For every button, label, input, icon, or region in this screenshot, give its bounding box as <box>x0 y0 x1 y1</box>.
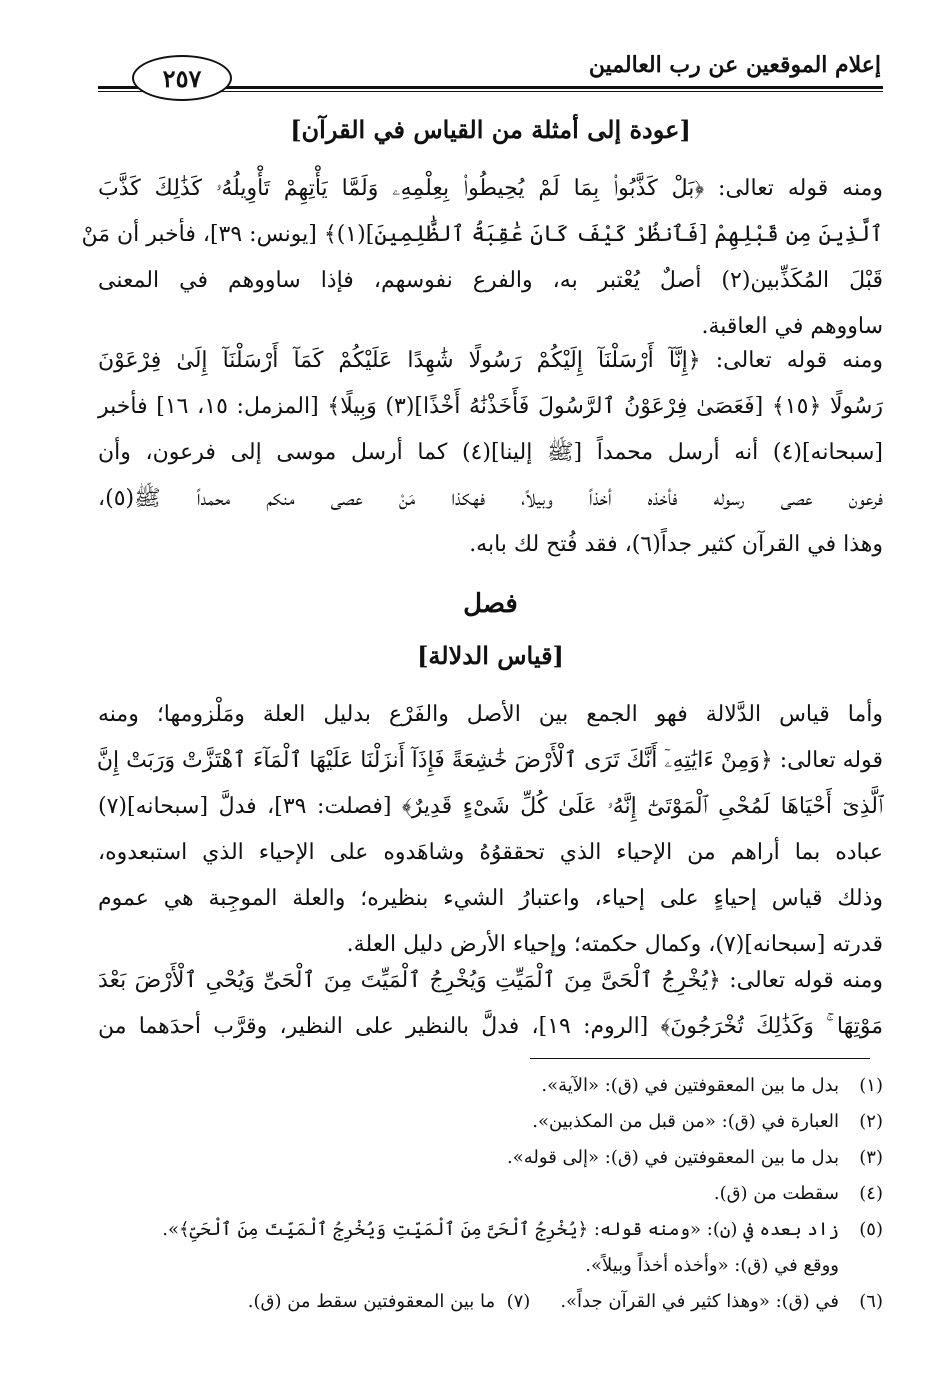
footnote-text: في (ق): «وهذا كثير في القرآن جداً». <box>560 1291 839 1312</box>
footnote <box>98 1104 883 1140</box>
footnote-number: (٢) <box>859 1111 883 1132</box>
text-line: عباده بما أراهم من الإحياء الذي تحققوُهُ وشاهَدوه على الإحياء الذي استبعدوه، <box>98 840 883 865</box>
footnote-number: (٣) <box>859 1147 883 1168</box>
footnote-text: بدل ما بين المعقوفتين في (ق): «إلى قوله». <box>507 1147 839 1168</box>
footnote <box>98 1212 883 1248</box>
paragraph <box>98 692 883 968</box>
text-line: ومنه قوله تعالى: ﴿إِنَّآ أَرْسَلْنَآ إِلَيْكُمْ رَسُولًا شَٰهِدًا عَلَيْكُمْ كَمَآ أَرْسَلْنَآ إِلَىٰ فِرْعَوْنَ <box>98 348 883 373</box>
footnote-separator <box>530 1058 870 1059</box>
text-line: ساووهم في العاقبة. <box>701 314 883 339</box>
footnote-text: ووقع في (ق): «وأخذه أخذاً وبيلاً». <box>585 1255 839 1276</box>
section-heading: [عودة إلى أمثلة من القياس في القرآن] <box>290 115 691 144</box>
text-line: قدرته [سبحانه](٧)، وكمال حكمته؛ وإحياء الأرض دليل العلة. <box>346 932 883 957</box>
footnotes <box>98 1068 883 1320</box>
text-line: قوله تعالى: ﴿وَمِنْ ءَايَٰتِهِۦٓ أَنَّكَ تَرَى ٱلْأَرْضَ خَٰشِعَةً فَإِذَآ أَنزَلْنَا عَلَيْهَا ٱلْمَآءَ ٱهْتَزَّتْ وَرَبَتْ إِنَّ <box>96 748 883 773</box>
running-header-title: إعلام الموقعين عن رب العالمين <box>588 52 881 78</box>
fasl-heading: فصل <box>463 589 518 619</box>
paragraph <box>81 166 883 350</box>
footnote-text: بدل ما بين المعقوفتين في (ق): «الآية». <box>541 1075 839 1096</box>
paragraph <box>98 958 883 1050</box>
text-line: ومنه قوله تعالى: ﴿يُخْرِجُ ٱلْحَىَّ مِنَ ٱلْمَيِّتِ وَيُخْرِجُ ٱلْمَيِّتَ مِنَ ٱلْحَىِّ وَيُحْىِ ٱلْأَرْضَ بَعْدَ <box>98 968 883 993</box>
page-number-oval <box>132 55 232 101</box>
page-number: ٢٥٧ <box>162 63 202 93</box>
text-line: ٱلَّذِينَ مِن قَبْلِهِمْ [فَٱنظُرْ كَيْفَ كَانَ عَٰقِبَةُ ٱلظَّٰلِمِينَ](١)﴾ [يونس: ٣٩]، فأخبر أن مَنْ <box>81 222 883 247</box>
text-line: وأما قياس الدَّلالة فهو الجمع بين الأصل والفَرْع بدليل العلة ومَلْزومها؛ ومنه <box>98 702 883 727</box>
paragraph <box>98 338 883 568</box>
text-line: وذلك قياس إحياءٍ على إحياء، واعتبارُ الشيء بنظيره؛ والعلة الموجِبة هي عموم <box>98 886 883 911</box>
footnote-number: (٥) <box>859 1219 883 1240</box>
text-line: [سبحانه](٤) أنه أرسل محمداً [ﷺ إلينا](٤) كما أرسل موسى إلى فرعون، وأن <box>98 440 884 465</box>
footnote <box>98 1068 883 1104</box>
footnote-number: (٧) <box>506 1291 531 1312</box>
footnote <box>98 1176 883 1212</box>
text-line: رَسُولًا ﴿١٥﴾ [فَعَصَىٰ فِرْعَوْنُ ٱلرَّسُولَ فَأَخَذْنَٰهُ أَخْذًا](٣) وَبِيلًا﴾ [المزمل: ١٥، ١٦] فأخبر <box>98 394 883 419</box>
footnote-text: سقطت من (ق). <box>713 1183 839 1204</box>
section-heading: [قياس الدلالة] <box>417 641 564 670</box>
footnote-text: ما بين المعقوفتين سقط من (ق). <box>247 1291 496 1312</box>
text-line: ٱلَّذِىٓ أَحْيَاهَا لَمُحْىِ ٱلْمَوْتَىٰٓ إِنَّهُۥ عَلَىٰ كُلِّ شَىْءٍ قَدِيرٌ﴾ [فصلت: ٣٩]، فدلَّ [سبحانه](٧) <box>98 794 883 819</box>
footnote-number: (٦) <box>859 1291 883 1312</box>
text-line: قَبْلَ المُكَذِّبين(٢) أصلٌ يُعْتبر به، والفرع نفوسهم، فإذا ساووهم في المعنى <box>98 268 883 293</box>
text-line: ومنه قوله تعالى: ﴿بَلْ كَذَّبُوا۟ بِمَا لَمْ يُحِيطُوا۟ بِعِلْمِهِۦ وَلَمَّا يَأْتِهِمْ تَأْوِيلُهُۥ كَذَٰلِكَ كَذَّبَ <box>98 176 883 201</box>
text-line: وهذا في القرآن كثير جداً(٦)، فقد فُتح لك بابه. <box>469 532 883 557</box>
footnote <box>98 1284 883 1320</box>
text-line: فرعون عصى رسوله فأخذه أخذاً وبيلاً، فهكذا مَنْ عصى منكم محمداً ﷺ(٥)، <box>98 486 883 511</box>
footnote-continuation <box>98 1248 883 1284</box>
footnote-number: (٤) <box>859 1183 883 1204</box>
text-line: مَوْتِهَا ۚ وَكَذَٰلِكَ تُخْرَجُونَ﴾ [الروم: ١٩]، فدلَّ بالنظير على النظير، وقرَّب أحدَهما من <box>98 1014 883 1039</box>
footnote <box>98 1140 883 1176</box>
footnote-text: العبارة في (ق): «من قبل من المكذبين». <box>532 1111 839 1132</box>
footnote-number: (١) <box>859 1075 883 1096</box>
footnote-text: زاد بعده في (ن): «ومنه قوله: ﴿يُخْرِجُ ٱلْحَىَّ مِنَ ٱلْمَيِّتِ وَيُخْرِجُ ٱلْمَيِّتَ مِنَ ٱلْحَىِّ﴾». <box>162 1219 839 1240</box>
